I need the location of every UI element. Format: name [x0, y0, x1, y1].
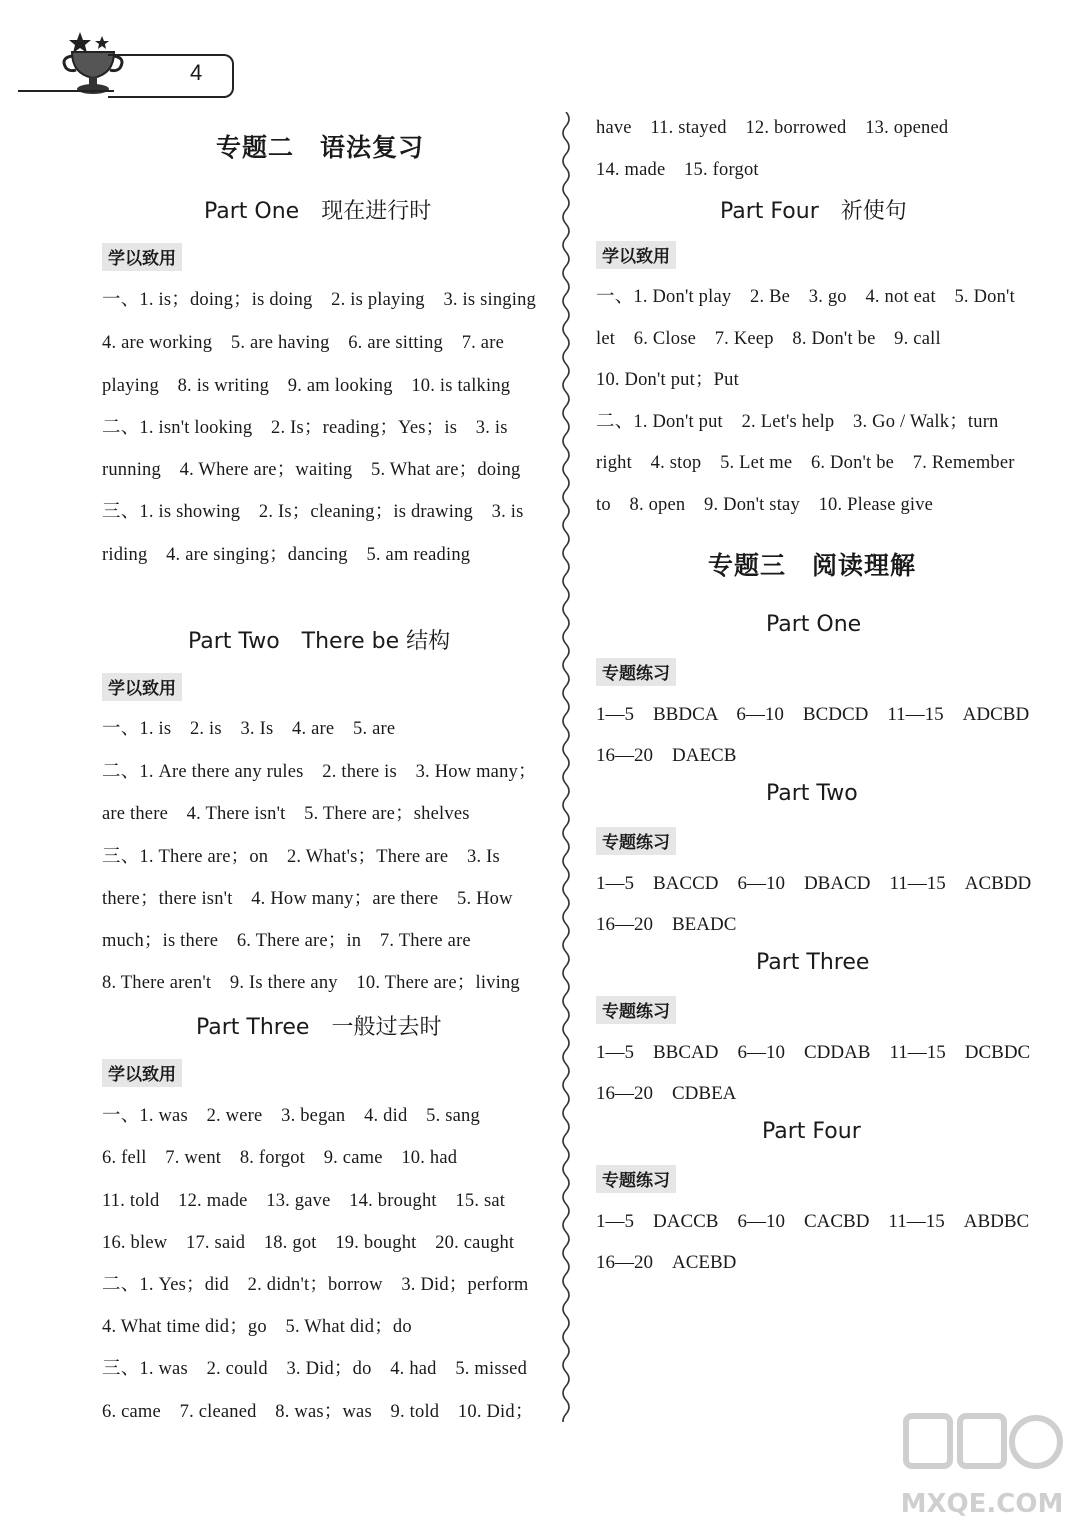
answer-line: 11. told 12. made 13. gave 14. brought 15. sat — [102, 1191, 506, 1211]
header-rule — [18, 90, 114, 92]
answer-line: right 4. stop 5. Let me 6. Don't be 7. Remember — [596, 453, 1015, 473]
column-divider — [556, 112, 576, 1422]
answer-line: much；is there 6. There are；in 7. There are — [102, 931, 471, 951]
answer-line: 4. What time did；go 5. What did；do — [102, 1317, 412, 1337]
section-tag: 专题练习 — [596, 827, 676, 855]
answer-key-line: 16—20 DAECB — [596, 745, 737, 766]
answer-line: 8. There aren't 9. Is there any 10. There are；living — [102, 973, 520, 993]
watermark-logo — [898, 1408, 1068, 1528]
page-header — [18, 30, 218, 100]
section-tag: 学以致用 — [102, 673, 182, 701]
section-tag: 学以致用 — [102, 1059, 182, 1087]
answer-line: 4. are working 5. are having 6. are sitting 7. are — [102, 333, 504, 353]
answer-key-line: 16—20 CDBEA — [596, 1083, 737, 1104]
section-tag: 专题练习 — [596, 996, 676, 1024]
topic-title-reading: 专题三 阅读理解 — [708, 551, 917, 580]
answer-line: 二、1. Are there any rules 2. there is 3. How many； — [102, 762, 537, 782]
answer-line: 6. fell 7. went 8. forgot 9. came 10. had — [102, 1148, 458, 1168]
section-tag: 专题练习 — [596, 658, 676, 686]
answer-key-line: 1—5 BBDCA 6—10 BCDCD 11—15 ADCBD — [596, 704, 1030, 725]
section-tag: 学以致用 — [102, 243, 182, 271]
part-title: Part Two — [766, 781, 858, 806]
answer-line: 三、1. was 2. could 3. Did；do 4. had 5. missed — [102, 1359, 528, 1379]
answer-line: 二、1. Don't put 2. Let's help 3. Go / Walk；turn — [596, 412, 999, 432]
answer-line: 6. came 7. cleaned 8. was；was 9. told 10. Did； — [102, 1402, 534, 1422]
answer-line: 14. made 15. forgot — [596, 160, 759, 180]
answer-line: have 11. stayed 12. borrowed 13. opened — [596, 118, 949, 138]
answer-key-line: 1—5 BBCAD 6—10 CDDAB 11—15 DCBDC — [596, 1042, 1031, 1063]
answer-key-line: 1—5 BACCD 6—10 DBACD 11—15 ACBDD — [596, 873, 1032, 894]
part-title: Part One — [766, 612, 862, 637]
part-title: Part Four 祈使句 — [720, 199, 907, 224]
answer-line: 一、1. is 2. is 3. Is 4. are 5. are — [102, 719, 396, 739]
answer-key-line: 16—20 ACEBD — [596, 1252, 737, 1273]
answer-line: 10. Don't put；Put — [596, 370, 739, 390]
answer-line: playing 8. is writing 9. am looking 10. is talking — [102, 376, 511, 396]
page-number-box — [108, 54, 234, 98]
answer-key-line: 1—5 DACCB 6—10 CACBD 11—15 ABDBC — [596, 1211, 1030, 1232]
svg-text:MXQE.COM: MXQE.COM — [900, 1489, 1064, 1519]
answer-line: there；there isn't 4. How many；are there 5. How — [102, 889, 513, 909]
part-title: Part Four — [762, 1119, 861, 1144]
answer-line: 二、1. Yes；did 2. didn't；borrow 3. Did；perform — [102, 1275, 529, 1295]
answer-line: let 6. Close 7. Keep 8. Don't be 9. call — [596, 329, 941, 349]
part-title: Part Two There be 结构 — [188, 629, 451, 654]
answer-line: running 4. Where are；waiting 5. What are；doing — [102, 460, 521, 480]
answer-line: 一、1. is；doing；is doing 2. is playing 3. is singing — [102, 290, 536, 310]
answer-key-line: 16—20 BEADC — [596, 914, 737, 935]
answer-line: to 8. open 9. Don't stay 10. Please give — [596, 495, 934, 515]
page-number: 4 — [190, 60, 203, 85]
part-title: Part Three — [756, 950, 870, 975]
answer-line: 16. blew 17. said 18. got 19. bought 20. caught — [102, 1233, 515, 1253]
answer-line: are there 4. There isn't 5. There are；shelves — [102, 804, 470, 824]
answer-line: 三、1. is showing 2. Is；cleaning；is drawing 3. is — [102, 502, 524, 522]
section-tag: 专题练习 — [596, 1165, 676, 1193]
answer-line: riding 4. are singing；dancing 5. am reading — [102, 545, 471, 565]
answer-line: 三、1. There are；on 2. What's；There are 3. Is — [102, 847, 500, 867]
answer-line: 一、1. Don't play 2. Be 3. go 4. not eat 5. Don't — [596, 287, 1015, 307]
answer-line: 一、1. was 2. were 3. began 4. did 5. sang — [102, 1106, 480, 1126]
topic-title-grammar: 专题二 语法复习 — [216, 133, 425, 162]
answer-line: 二、1. isn't looking 2. Is；reading；Yes；is 3. is — [102, 418, 508, 438]
part-title: Part Three 一般过去时 — [196, 1015, 442, 1040]
section-tag: 学以致用 — [596, 241, 676, 269]
part-title: Part One 现在进行时 — [204, 199, 432, 224]
